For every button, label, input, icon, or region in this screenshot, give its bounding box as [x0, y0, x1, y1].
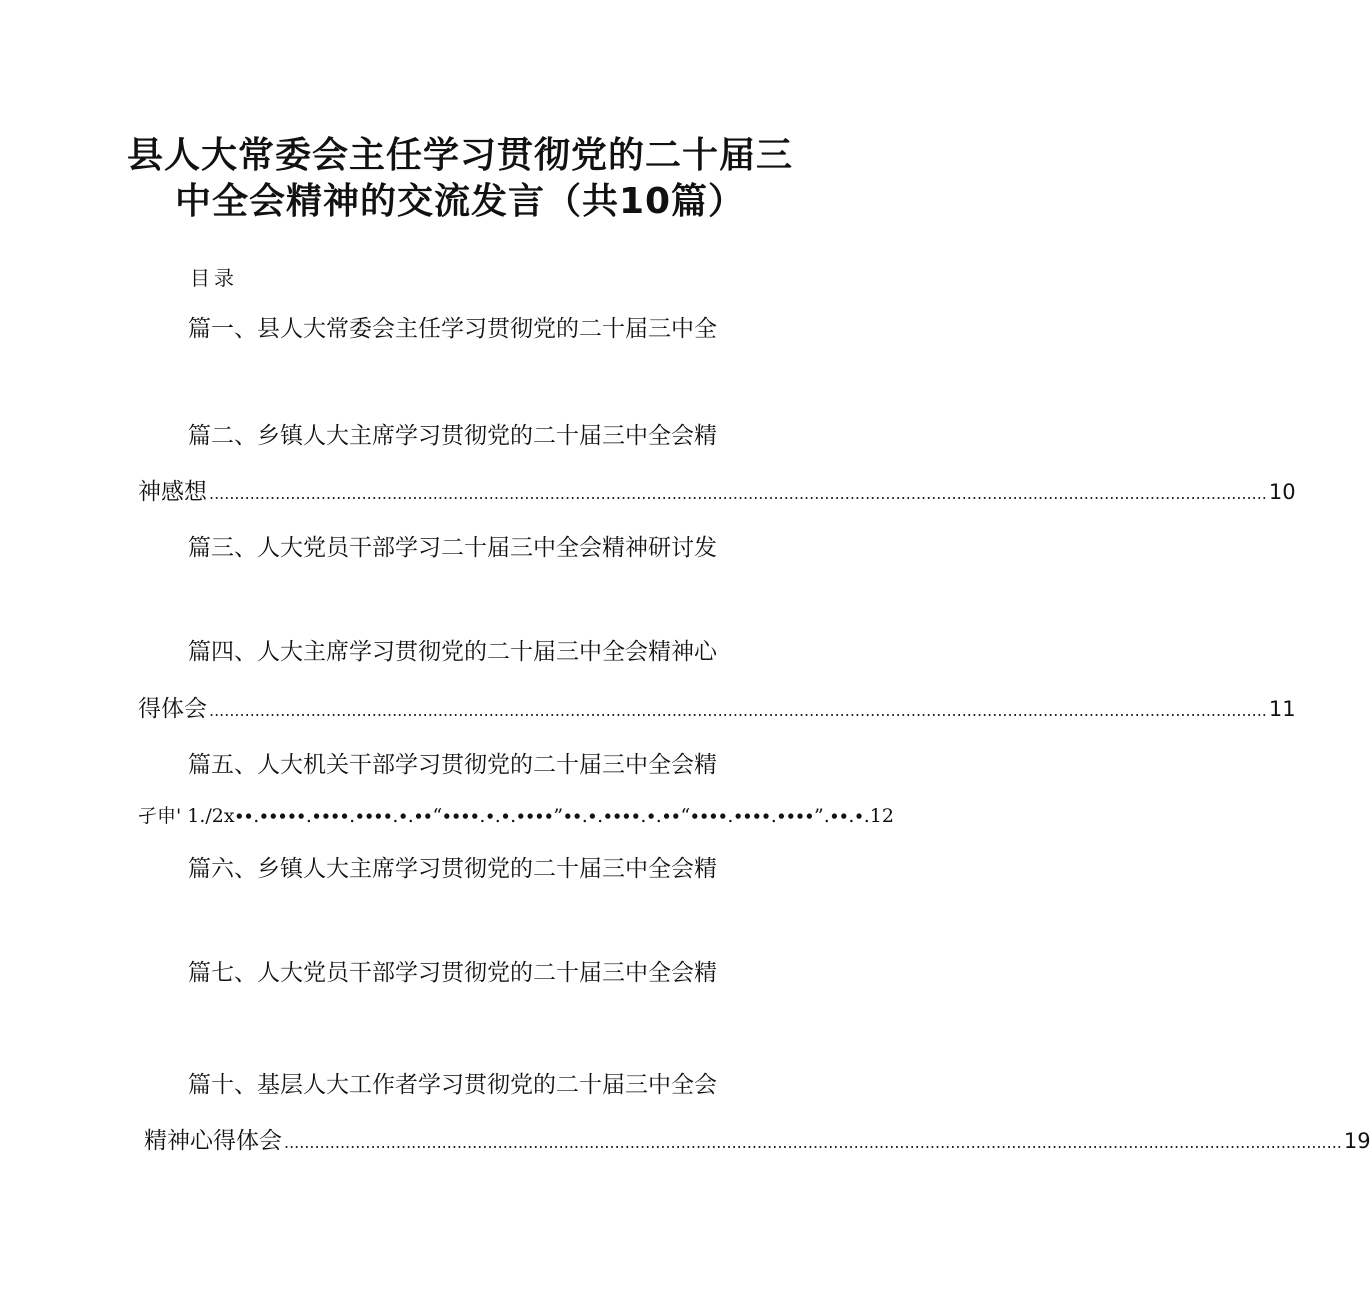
toc-entry-2-cont-text: 神感想: [138, 479, 207, 505]
toc-entry-4[interactable]: 篇四、人大主席学习贯彻党的二十届三中全会精神心: [188, 639, 717, 665]
toc-entry-2[interactable]: 篇二、乡镇人大主席学习贯彻党的二十届三中全会精: [188, 423, 717, 449]
toc-entry-7[interactable]: 篇七、人大党员干部学习贯彻党的二十届三中全会精: [188, 960, 717, 986]
toc-entry-3[interactable]: 篇三、人大党员干部学习二十届三中全会精神研讨发: [188, 535, 717, 561]
toc-label: 目录: [190, 266, 238, 290]
toc-entry-4-continuation[interactable]: [138, 694, 1296, 726]
toc-entry-10-continuation[interactable]: [144, 1126, 1371, 1158]
toc-entry-6[interactable]: 篇六、乡镇人大主席学习贯彻党的二十届三中全会精: [188, 856, 717, 882]
toc-entry-1[interactable]: 篇一、县人大常委会主任学习贯彻党的二十届三中全: [188, 316, 717, 342]
toc-leader-dots: [209, 696, 1267, 726]
toc-entry-10-cont-text: 精神心得体会: [144, 1128, 282, 1154]
toc-entry-4-page: 11: [1268, 697, 1296, 721]
toc-leader-dots: [209, 479, 1267, 509]
document-title-line-2: 中全会精神的交流发言（共10篇）: [174, 181, 746, 222]
toc-entry-10[interactable]: 篇十、基层人大工作者学习贯彻党的二十届三中全会: [188, 1072, 717, 1098]
document-title-line-1: 县人大常委会主任学习贯彻党的二十届三: [126, 135, 793, 176]
toc-entry-5[interactable]: 篇五、人大机关干部学习贯彻党的二十届三中全会精: [188, 752, 717, 778]
toc-entry-4-cont-text: 得体会: [138, 696, 207, 722]
toc-entry-2-continuation[interactable]: [138, 477, 1296, 509]
toc-entry-5-garbled-line: 孑申' 1./2x∙∙.∙∙∙∙∙.∙∙∙∙.∙∙∙∙.∙.∙∙“∙∙∙∙.∙.∙.∙∙∙∙”∙∙.∙.∙∙∙∙.∙.∙∙“∙∙∙∙.∙∙∙∙.∙∙∙∙”.∙∙.∙.12: [138, 805, 894, 827]
toc-entry-2-page: 10: [1268, 480, 1296, 504]
toc-entry-10-page: 19: [1343, 1129, 1371, 1153]
toc-leader-dots: [284, 1128, 1342, 1158]
